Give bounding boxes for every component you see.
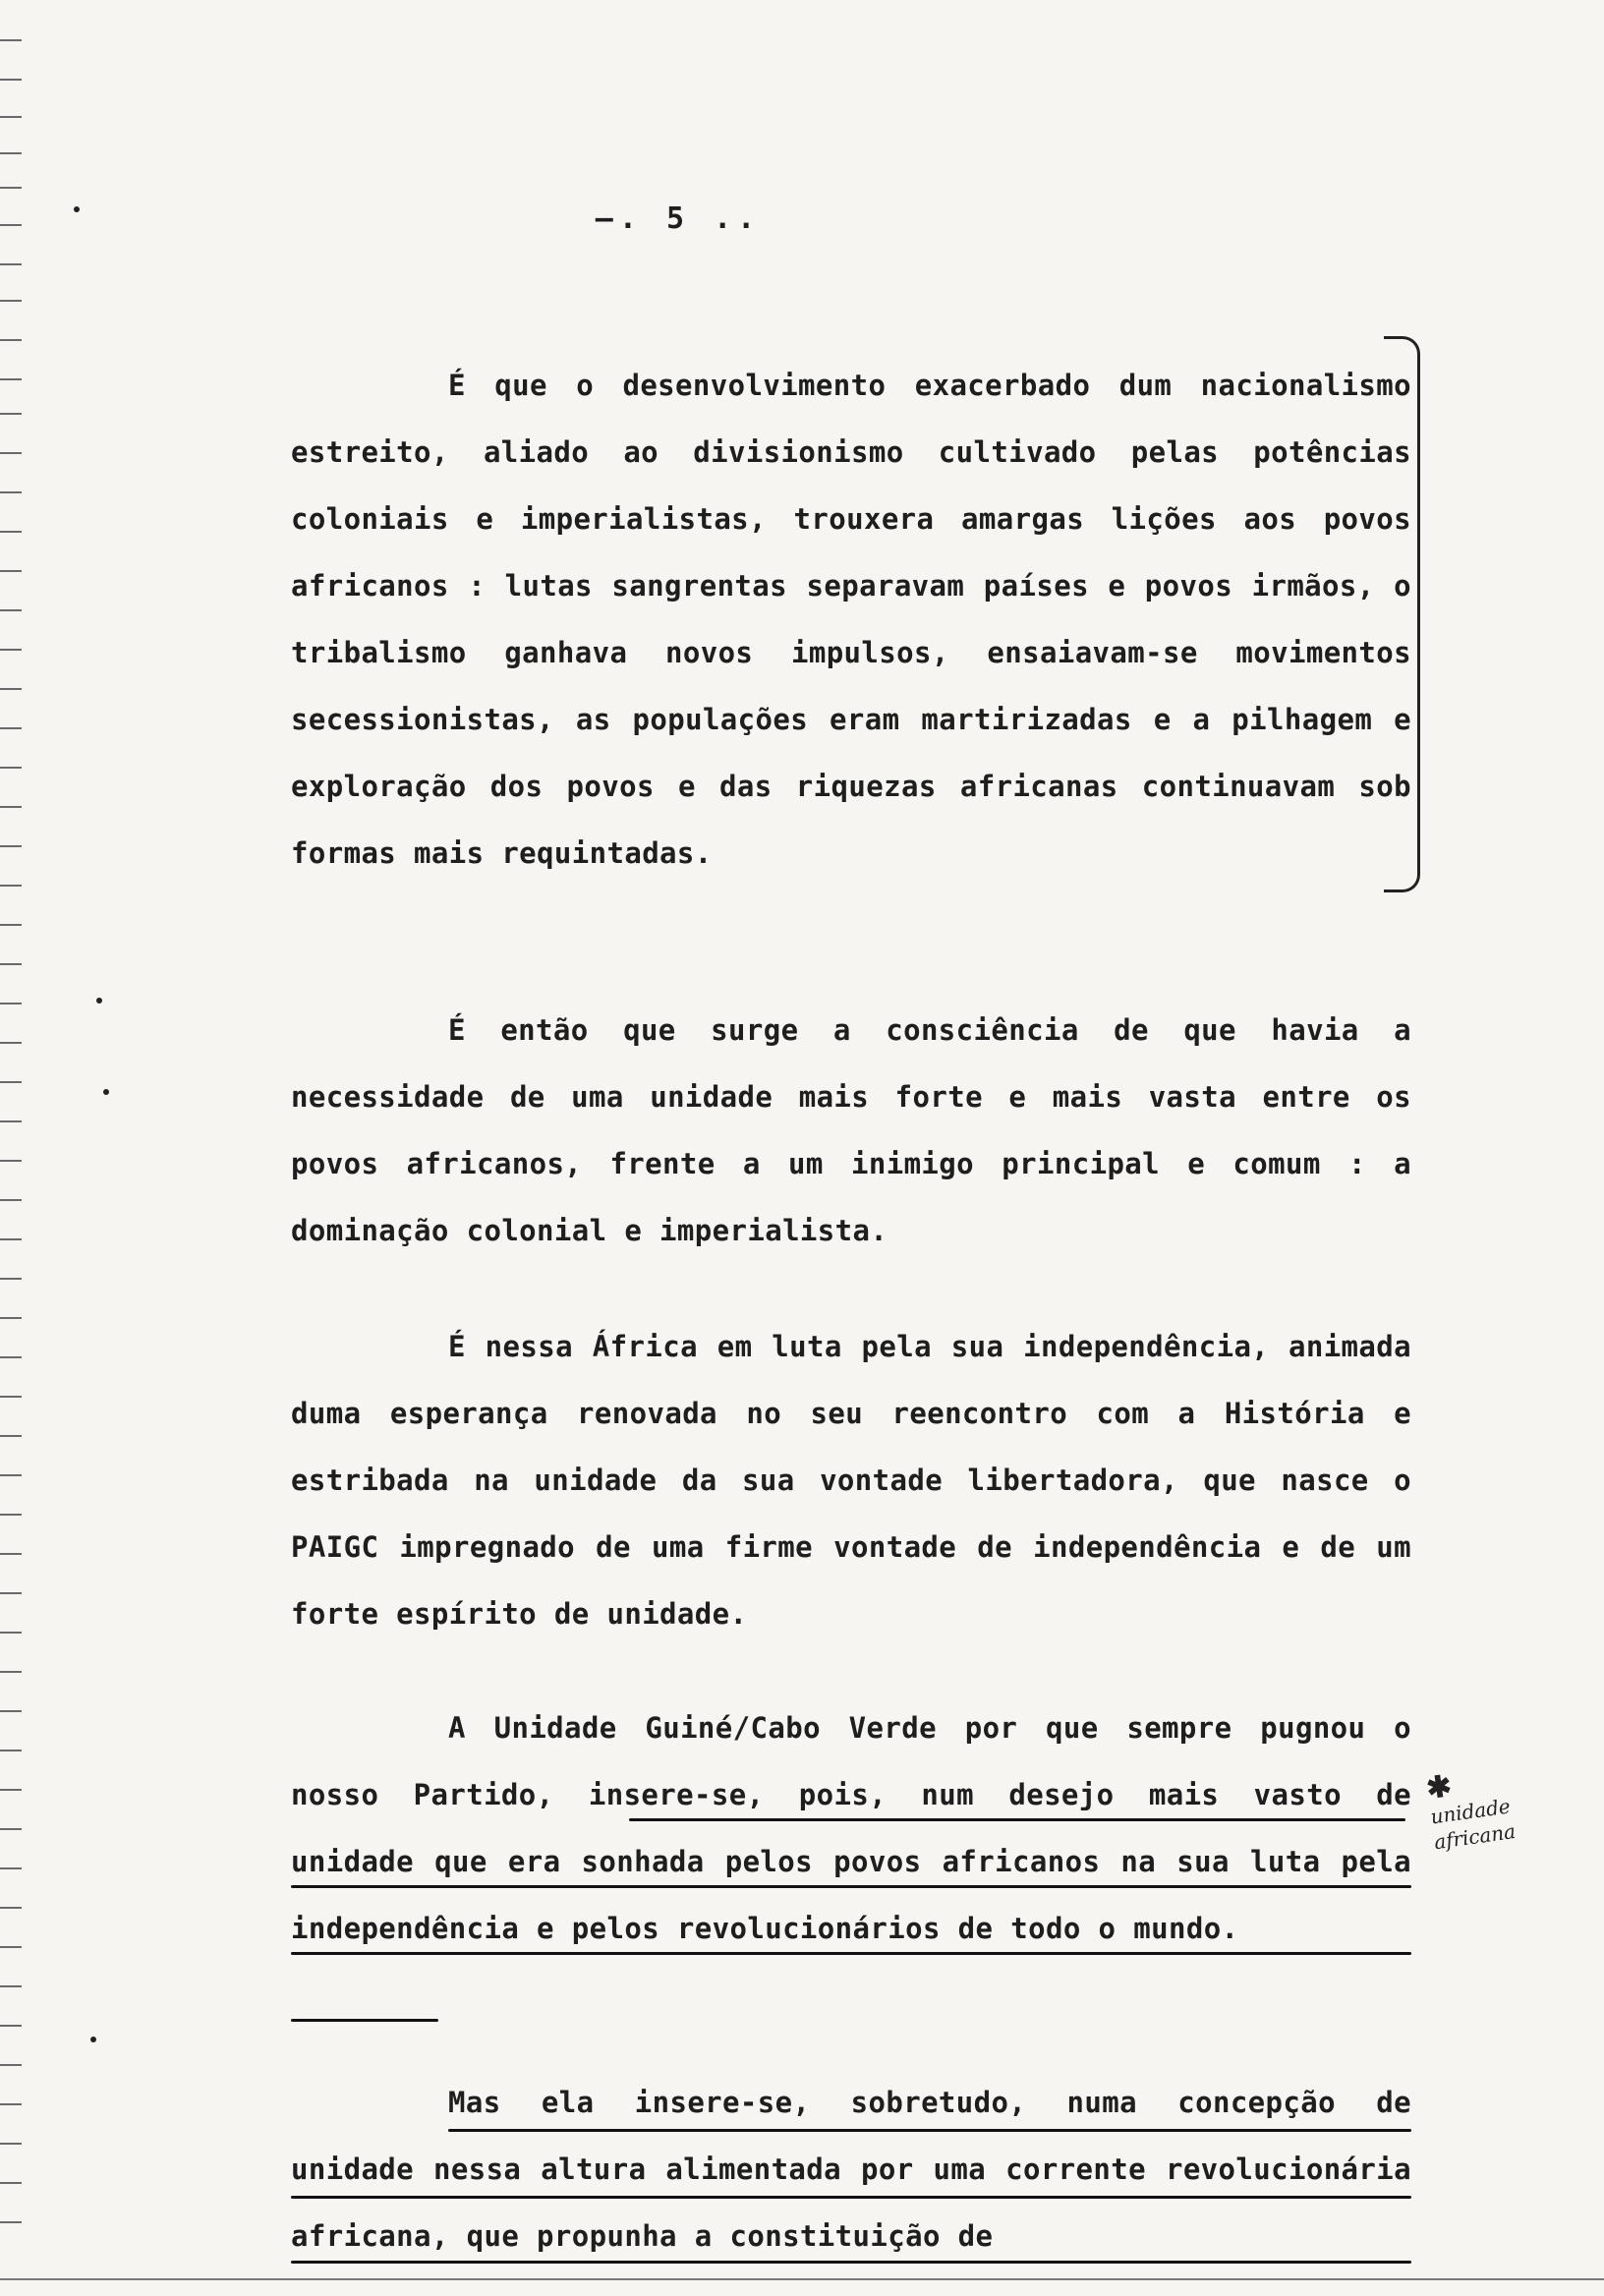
paragraph-text: A Unidade Guiné/Cabo Verde por que sempre pugnou o nosso Partido, insere-se, pois, num desejo mais vasto de unidade que era sonhada pelos povos africanos na sua luta pela independência e pelos revolucionários de todo o mundo. <box>291 1711 1411 1945</box>
handwritten-underline <box>448 2129 1411 2132</box>
handwritten-underline <box>291 2019 438 2022</box>
scan-speck <box>103 1089 109 1095</box>
paragraph-text: É nessa África em luta pela sua independência, animada duma esperança renovada no seu reencontro com a História e estribada na unidade da sua vontade libertadora, que nasce o PAIGC impregnado de uma firme vontade de independência e de um forte espírito de unidade. <box>291 1330 1411 1631</box>
handwritten-underline <box>291 2196 1411 2199</box>
paragraph-2 <box>291 997 1411 1264</box>
handwritten-underline <box>291 1885 1411 1888</box>
paragraph-1 <box>291 352 1411 887</box>
page-bottom-edge <box>0 2278 1604 2280</box>
paragraph-text: É então que surge a consciência de que havia a necessidade de uma unidade mais forte e mais vasta entre os povos africanos, frente a um inimigo principal e comum : a dominação colonial e imperialista. <box>291 1013 1411 1247</box>
paragraph-text: É que o desenvolvimento exacerbado dum nacionalismo estreito, aliado ao divisionismo cultivado pelas potências coloniais e imperialistas, trouxera amargas lições aos povos africanos : lutas sangrentas separavam países e povos irmãos, o tribalismo ganhava novos impulsos, ensaiavam-se movimentos secessionistas, as populações eram martirizadas e a pilhagem e exploração dos povos e das riquezas africanas continuavam sob formas mais requintadas. <box>291 369 1411 870</box>
handwritten-underline <box>291 1952 1411 1955</box>
handwritten-underline <box>629 1818 1405 1821</box>
scan-speck <box>96 998 102 1004</box>
handwritten-margin-note <box>1425 1762 1543 1856</box>
scan-speck <box>90 2037 96 2042</box>
page-number: —. 5 .. <box>595 201 762 236</box>
binding-edge <box>0 0 39 2296</box>
asterisk-mark: ✱ <box>1424 1768 1455 1807</box>
handwritten-underline <box>291 2261 1411 2264</box>
paragraph-4 <box>291 1694 1411 1962</box>
paragraph-3 <box>291 1313 1411 1647</box>
scan-speck <box>74 206 80 212</box>
margin-note-text: unidade africana <box>1429 1794 1518 1855</box>
paragraph-5 <box>291 2069 1411 2269</box>
paragraph-text: Mas ela insere-se, sobretudo, numa concepção de unidade nessa altura alimentada por uma corrente revolucionária africana, que propunha a constituição de <box>291 2086 1411 2253</box>
